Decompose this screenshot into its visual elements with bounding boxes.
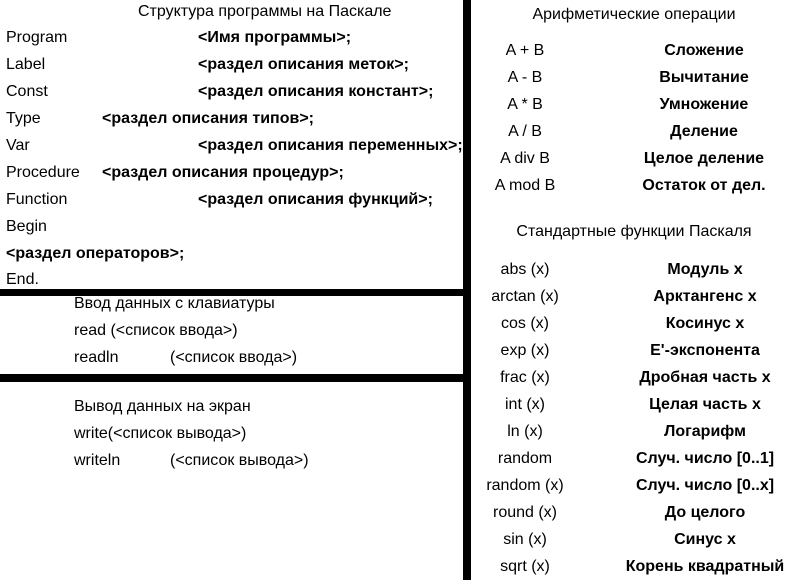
functions-title: Стандартные функции Паскаля — [516, 223, 752, 240]
output-writeln: writeln — [74, 452, 121, 469]
structure-title: Структура программы на Паскале — [138, 3, 392, 20]
fn-arctan-name: Арктангенс x — [653, 288, 757, 305]
op-intdiv-name: Целое деление — [643, 150, 765, 167]
keyword-type: Type — [6, 110, 41, 127]
fn-cos: cos (x) — [501, 315, 549, 332]
keyword-end: End. — [6, 271, 39, 288]
keyword-function: Function — [6, 191, 68, 208]
fn-ln-name: Логарифм — [664, 423, 746, 440]
fn-random-name: Случ. число [0..1] — [635, 450, 775, 467]
output-title: Вывод данных на экран — [74, 398, 251, 415]
input-readln: readln — [74, 349, 119, 366]
op-div-name: Деление — [670, 123, 738, 140]
op-div: A / B — [508, 123, 542, 140]
desc-type: <раздел описания типов>; — [102, 110, 314, 127]
fn-frac-name: Дробная часть x — [639, 369, 771, 386]
keyword-label: Label — [6, 56, 46, 73]
op-sub: A - B — [507, 69, 543, 86]
fn-exp: exp (x) — [500, 342, 550, 359]
fn-random-x-name: Случ. число [0..x] — [635, 477, 775, 494]
op-intdiv: A div B — [500, 150, 550, 167]
keyword-procedure: Procedure — [6, 164, 80, 181]
keyword-var: Var — [6, 137, 30, 154]
input-read: read (<список ввода>) — [74, 322, 238, 339]
input-title: Ввод данных с клавиатуры — [74, 295, 275, 312]
fn-frac: frac (x) — [500, 369, 550, 386]
fn-int: int (x) — [505, 396, 545, 413]
keyword-program: Program — [6, 29, 68, 46]
fn-abs-name: Модуль x — [667, 261, 743, 278]
desc-program: <Имя программы>; — [198, 29, 352, 46]
op-mul-name: Умножение — [659, 96, 749, 113]
op-add: A + B — [505, 42, 545, 59]
fn-abs: abs (x) — [500, 261, 550, 278]
fn-ln: ln (x) — [507, 423, 543, 440]
fn-cos-name: Косинус x — [665, 315, 745, 332]
op-add-name: Сложение — [664, 42, 744, 59]
fn-exp-name: Е'-экспонента — [650, 342, 760, 359]
desc-procedure: <раздел описания процедур>; — [102, 164, 344, 181]
fn-sqrt: sqrt (x) — [500, 558, 550, 575]
fn-sqrt-name: Корень квадратный — [625, 558, 785, 575]
fn-round: round (x) — [492, 504, 558, 521]
op-mul: A * B — [507, 96, 543, 113]
fn-sin-name: Синус x — [674, 531, 736, 548]
keyword-const: Const — [6, 83, 48, 100]
fn-round-name: До целого — [664, 504, 746, 521]
fn-int-name: Целая часть x — [649, 396, 761, 413]
fn-random: random — [497, 450, 553, 467]
op-mod-name: Остаток от дел. — [642, 177, 766, 194]
keyword-begin: Begin — [6, 218, 47, 235]
keyword-operators: <раздел операторов>; — [6, 245, 185, 262]
fn-sin: sin (x) — [503, 531, 547, 548]
output-write: write(<список вывода>) — [74, 425, 247, 442]
desc-label: <раздел описания меток>; — [198, 56, 409, 73]
fn-arctan: arctan (x) — [491, 288, 559, 305]
desc-var: <раздел описания переменных>; — [198, 137, 463, 154]
horizontal-divider-bottom — [0, 374, 465, 382]
desc-function: <раздел описания функций>; — [198, 191, 433, 208]
op-mod: A mod B — [494, 177, 556, 194]
input-readln-arg: (<список ввода>) — [170, 349, 298, 366]
desc-const: <раздел описания констант>; — [198, 83, 434, 100]
output-writeln-arg: (<список вывода>) — [170, 452, 309, 469]
arithmetic-title: Арифметические операции — [532, 6, 736, 23]
fn-random-x: random (x) — [486, 477, 564, 494]
op-sub-name: Вычитание — [659, 69, 749, 86]
